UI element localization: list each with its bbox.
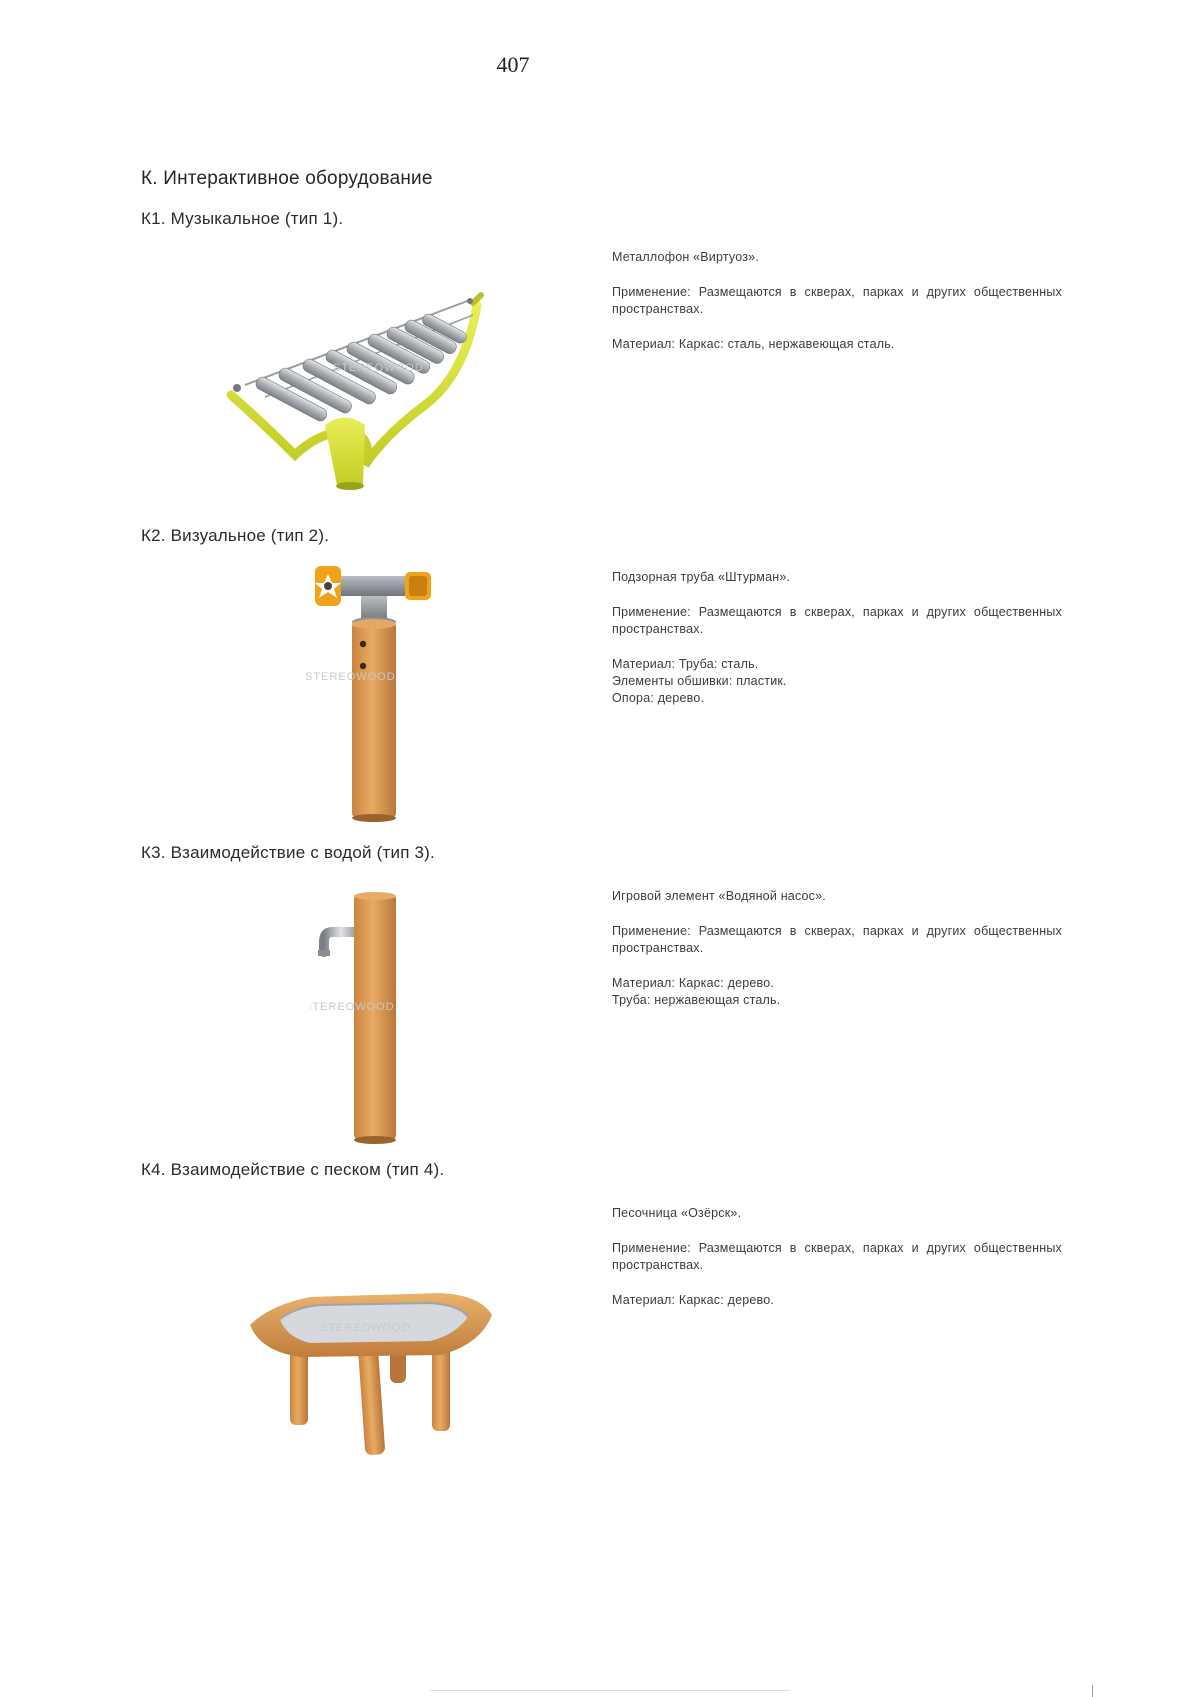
watermark-k2: STEREOWOOD [305,671,396,683]
material-line: Труба: нержавеющая сталь. [612,993,781,1007]
section-title: К. Интерактивное оборудование [141,168,433,189]
material-k1 [612,336,1062,353]
description-k1 [612,249,1062,371]
heading-k4: К4. Взаимодействие с песком (тип 4). [141,1160,445,1179]
heading-k3: К3. Взаимодействие с водой (тип 3). [141,843,435,862]
edge-mark [1092,1685,1093,1697]
material-line: Материал: Каркас: дерево. [612,976,775,990]
material-k3 [612,975,1062,1009]
watermark-k3: STEREOWOOD [310,1001,395,1013]
watermark-k4: STEREOWOOD [320,1322,411,1334]
watermark-k1: STEREOWOOD [333,362,424,374]
heading-k1: К1. Музыкальное (тип 1). [141,209,344,228]
metallophone-illustration [225,285,505,505]
material-k4 [612,1292,1062,1309]
material-line: Опора: дерево. [612,691,705,705]
application-k4: Применение: Размещаются в скверах, парках и других общественных пространствах. [612,1241,1062,1272]
product-name-k1: Металлофон «Виртуоз». [612,250,759,264]
water-pump-illustration [310,890,450,1150]
application-k2: Применение: Размещаются в скверах, парках и других общественных пространствах. [612,605,1062,636]
description-k3 [612,888,1062,1027]
application-k3: Применение: Размещаются в скверах, парках и других общественных пространствах. [612,924,1062,955]
description-k2 [612,569,1062,725]
product-name-k2: Подзорная труба «Штурман». [612,570,791,584]
description-k4 [612,1205,1062,1327]
application-k1: Применение: Размещаются в скверах, парках и других общественных пространствах. [612,285,1062,316]
material-line: Элементы обшивки: пластик. [612,674,787,688]
footer-divider [430,1690,790,1691]
page-number: 407 [496,52,530,77]
telescope-illustration [305,562,455,829]
product-name-k3: Игровой элемент «Водяной насос». [612,889,826,903]
material-k2 [612,656,1062,707]
product-name-k4: Песочница «Озёрск». [612,1206,742,1220]
material-line: Материал: Каркас: дерево. [612,1293,775,1307]
sandbox-illustration [240,1285,500,1465]
material-line: Материал: Каркас: сталь, нержавеющая сталь. [612,337,895,351]
heading-k2: К2. Визуальное (тип 2). [141,526,330,545]
material-line: Материал: Труба: сталь. [612,657,759,671]
